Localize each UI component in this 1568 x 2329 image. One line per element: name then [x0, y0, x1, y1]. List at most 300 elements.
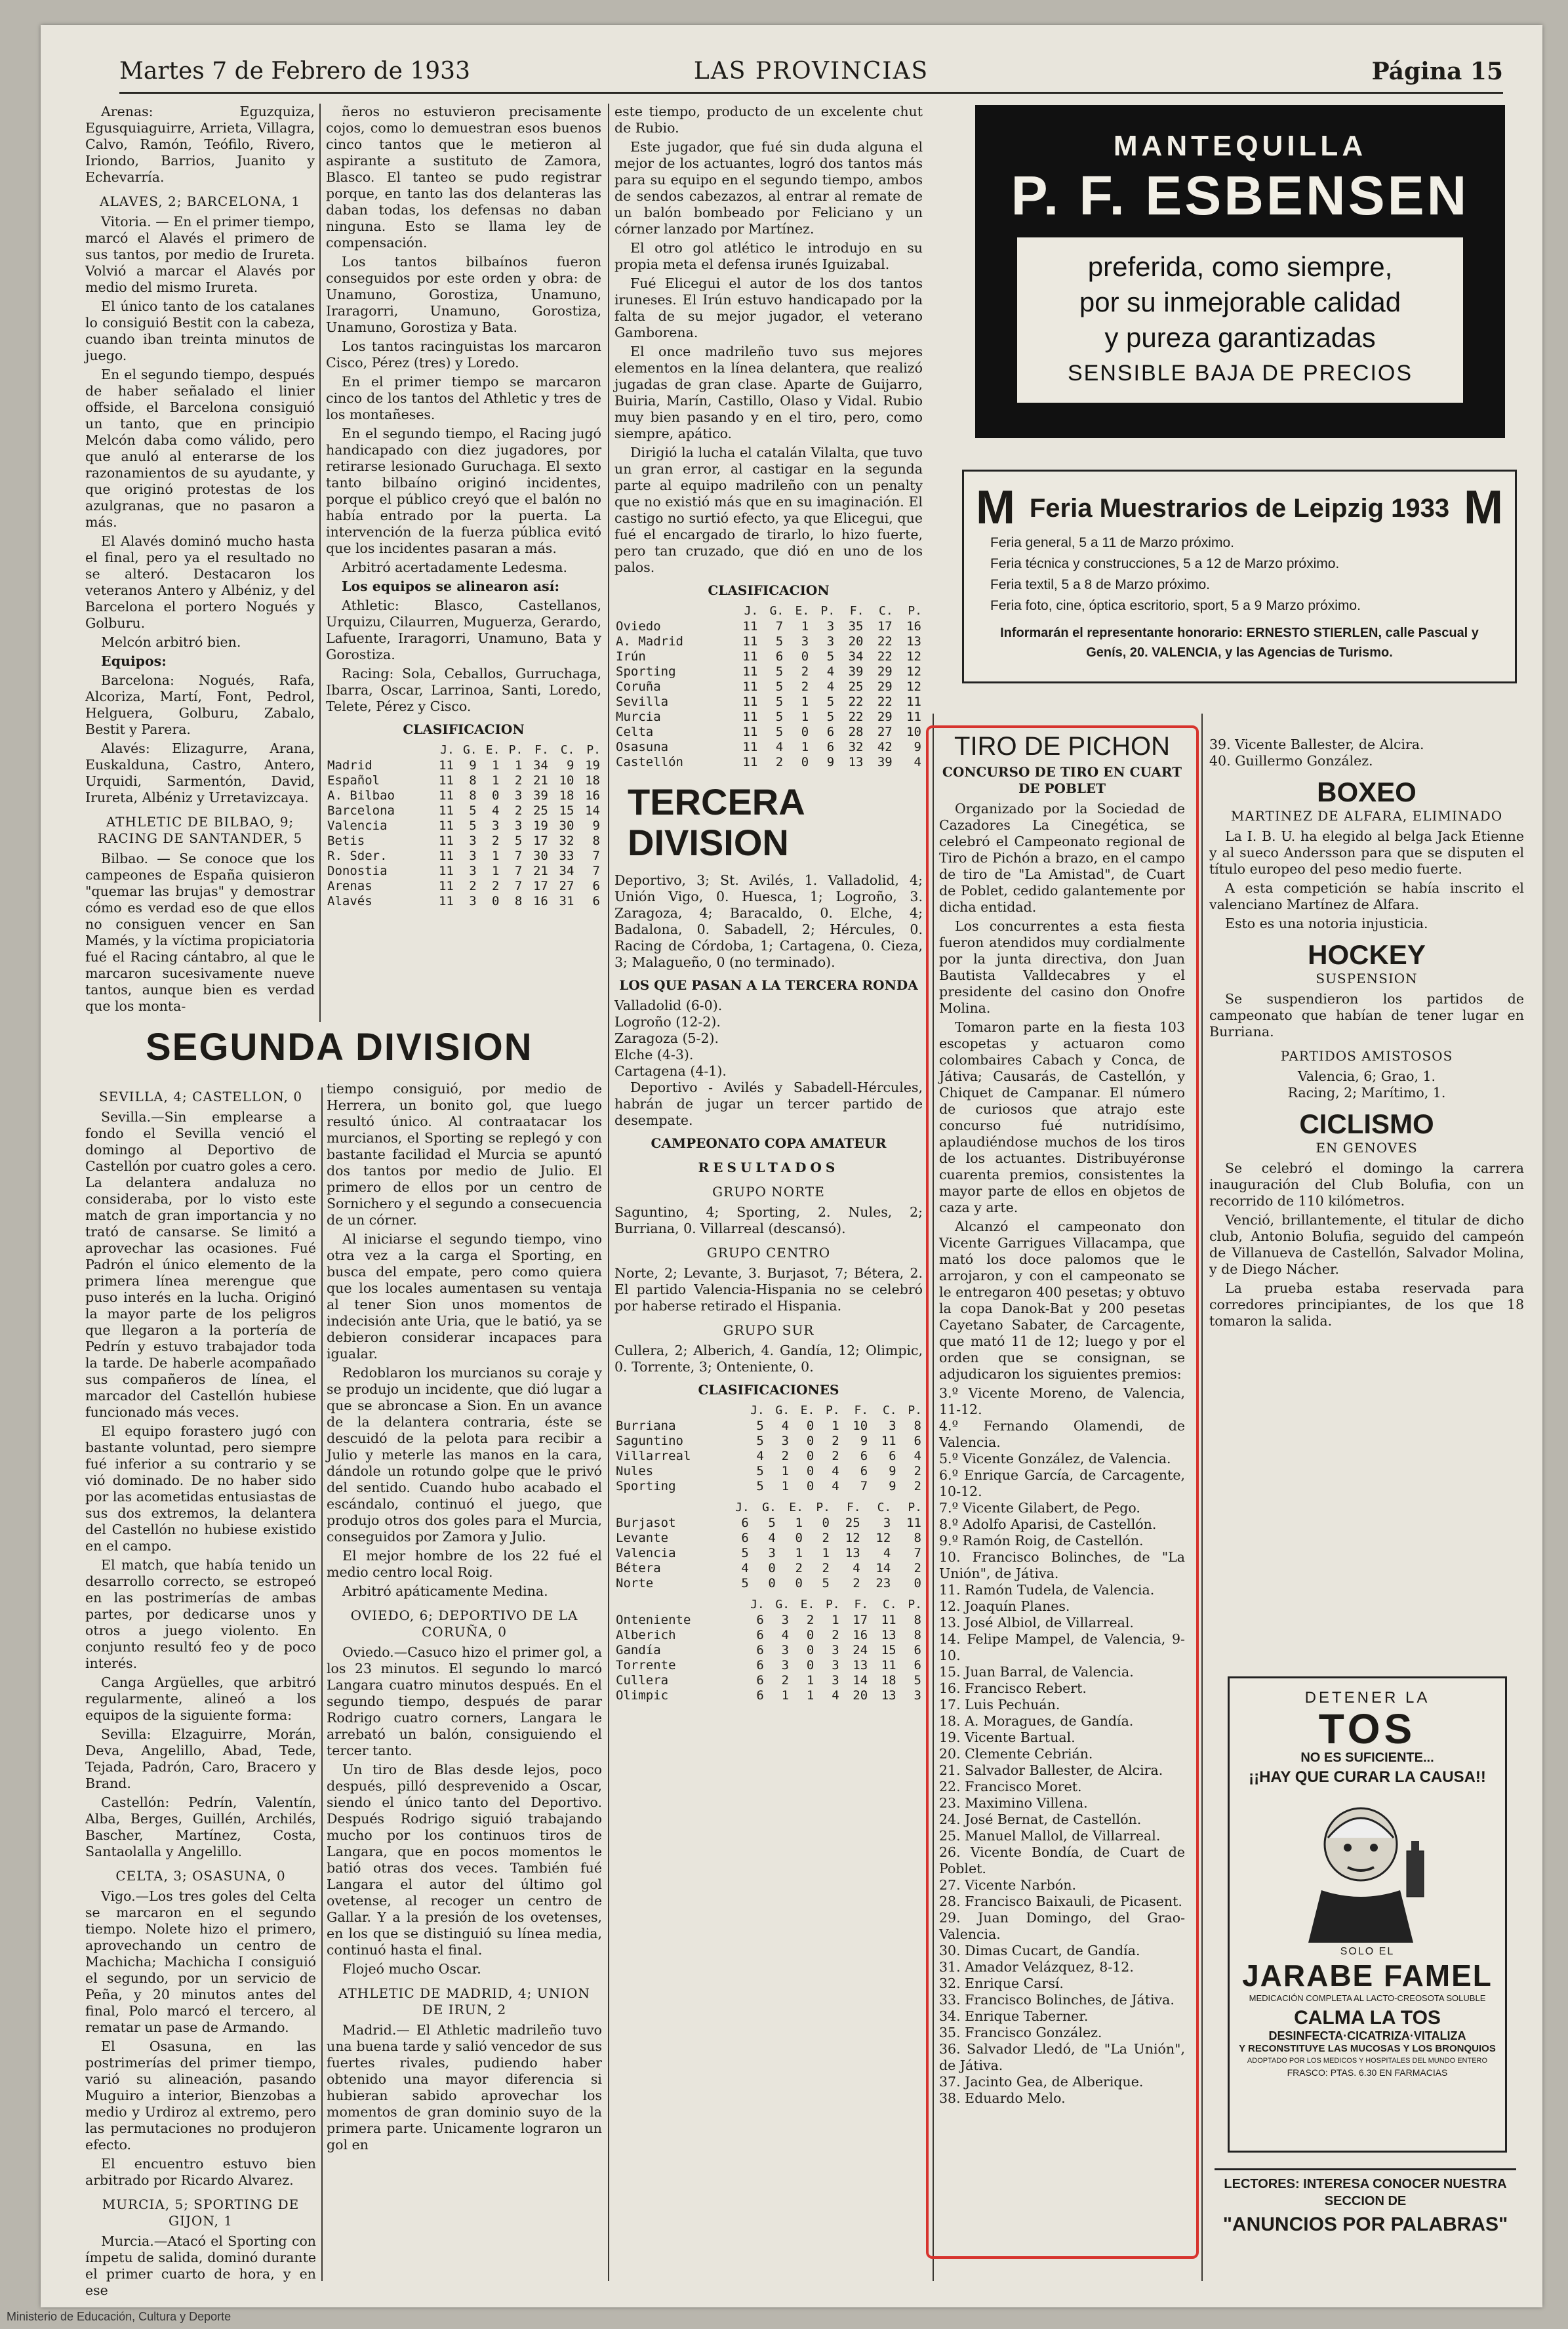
- paragraph: A esta competición se había inscrito el valenciano Martínez de Alfara.: [1209, 880, 1524, 912]
- stat-cell: 5: [775, 710, 784, 724]
- stat-cell: 5: [756, 1464, 764, 1478]
- headline-alaves-barcelona: ALAVES, 2; BARCELONA, 1: [100, 193, 300, 209]
- stat-cell: 7: [592, 849, 600, 863]
- doctor-portrait-icon: [1282, 1792, 1453, 1943]
- table-row: [614, 1576, 923, 1591]
- list-item: 5.º Vicente González, de Valencia.: [939, 1451, 1171, 1467]
- list-item: 21. Salvador Ballester, de Alcira.: [939, 1762, 1163, 1778]
- stat-cell: 4: [883, 1546, 891, 1560]
- stat-cell: 11: [438, 834, 454, 848]
- paragraph: Dirigió la lucha el catalán Vilalta, que tuvo un gran error, al castigar en la segunda parte al equipo madrileño con un penalty que no existió más que en su imaginación. El castigo no surtió efecto, ya que Elicegui, que fué el encargado de tirarlo, lo hizo fuerte, pero tan cruzado, que dió en uno de los palos.: [614, 445, 923, 575]
- stat-cell: 1: [801, 619, 809, 634]
- table-row: [614, 1546, 923, 1561]
- stat-cell: 3: [826, 619, 835, 634]
- stat-cell: 0: [806, 1479, 814, 1493]
- stat-cell: 7: [914, 1546, 921, 1560]
- stat-cell: 7: [514, 879, 523, 893]
- paragraph: Bilbao. — Se conoce que los campeones de España quisieron "quemar las brujas" y demostrar cómo es verdad eso de que ellos no consiguen vencer en San Mamés, y la víctima propiciatoria fué el Racing cántabro, al que le marcaron sucesivamente nueve tantos, aunque bien es verdad que los monta-: [85, 851, 315, 1014]
- ad-tos-solo: SOLO EL: [1340, 1946, 1395, 1957]
- newspaper-page: [41, 25, 1542, 2307]
- stat-cell: 2: [914, 1479, 921, 1493]
- list-item: 8.º Adolfo Aparisi, de Castellón.: [939, 1516, 1157, 1532]
- stat-cell: 5: [756, 1419, 764, 1433]
- paragraph: Athletic: Blasco, Castellanos, Urquizu, Cilaurren, Muguerza, Gerardo, Lafuente, Iraragorri, Unamuno, Bata y Gorostiza.: [326, 597, 601, 662]
- list-item: 12. Joaquín Planes.: [939, 1598, 1070, 1614]
- team-name: Alberich: [616, 1628, 676, 1642]
- stat-cell: 34: [533, 758, 548, 773]
- ad-tos-brand: JARABE FAMEL: [1242, 1958, 1493, 1993]
- table-row: [614, 1613, 923, 1628]
- stat-cell: 0: [492, 894, 500, 908]
- stat-cell: 0: [806, 1434, 814, 1448]
- team-name: Valencia: [327, 819, 388, 833]
- stat-cell: 1: [492, 758, 500, 773]
- column-primera-1: [85, 104, 315, 1015]
- team-name: Gandía: [616, 1643, 661, 1657]
- stat-cell: 4: [832, 1688, 839, 1703]
- stat-cell: 5: [775, 664, 784, 679]
- paragraph: ñeros no estuvieron precisamente cojos, como lo demuestran esos buenos cinco tantos que le metieron al aspirante a sustituto de Zamora, Blasco. El tanteo se pudo registrar porque, en tanto las dos delanteras las daban todas, los defensas no daban ninguna. Esto se llama ley de compensación.: [326, 104, 601, 251]
- stat-cell: 22: [877, 695, 893, 709]
- stat-cell: 9: [889, 1479, 896, 1493]
- stat-cell: 7: [592, 864, 600, 878]
- amistosos-heading: PARTIDOS AMISTOSOS: [1280, 1048, 1453, 1064]
- table-row: [326, 864, 601, 879]
- paragraph: Al iniciarse el segundo tiempo, vino otra vez a la carga el Sporting, en busca del empate, pero como quiera que los locales aumentasen su ventaja al tener Sion unos momentos de indecisión ante Uria, que le batió, ya se debieron considerar incapaces para igualar.: [327, 1231, 602, 1362]
- list-item: 28. Francisco Baixauli, de Picasent.: [939, 1894, 1182, 1909]
- team-name: Osasuna: [616, 740, 669, 754]
- stat-cell: 30: [559, 819, 574, 833]
- stat-cell: 2: [822, 1561, 830, 1575]
- paragraph: En el segundo tiempo, después de haber señalado el linier offside, el Barcelona consiguió un tanto, que en principio Melcón daba como válido, pero que anuló al enterarse de los razonamientos de su ayudante, y que originó protestas de los azulgranas, que no pasaron a más.: [85, 367, 315, 530]
- list-item: 26. Vicente Bondía, de Cuart de Poblet.: [939, 1844, 1185, 1876]
- team-name: R. Sder.: [327, 849, 388, 863]
- paragraph: El otro gol atlético le introdujo en su propia meta el defensa irunés Iguizabal.: [614, 240, 923, 272]
- stat-cell: 2: [795, 1561, 803, 1575]
- stat-cell: 1: [781, 1688, 790, 1703]
- list-item: Valencia, 6; Grao, 1.: [1297, 1068, 1436, 1084]
- stat-cell: 3: [883, 1516, 891, 1530]
- stat-cell: 12: [906, 664, 921, 679]
- stat-cell: 3: [469, 864, 477, 878]
- stat-cell: 11: [881, 1434, 896, 1448]
- stat-cell: 0: [801, 755, 809, 769]
- stat-cell: 13: [853, 1658, 868, 1672]
- column-tiro-pichon: [939, 733, 1185, 2242]
- table-row: [614, 1561, 923, 1576]
- table-row: [614, 755, 923, 770]
- team-name: Saguntino: [616, 1434, 683, 1448]
- stat-cell: 10: [853, 1419, 868, 1433]
- list-item: 34. Enrique Taberner.: [939, 2008, 1089, 2024]
- team-name: Castellón: [616, 755, 683, 769]
- stat-cell: 21: [533, 773, 548, 788]
- paragraph: Los concurrentes a esta fiesta fueron atendidos muy cordialmente por la junta directiva, don Juan Bautista Valldecabres y el presidente del casino don Onofre Molina.: [939, 918, 1185, 1016]
- list-item: 32. Enrique Carsí.: [939, 1975, 1064, 1991]
- stat-cell: 0: [492, 788, 500, 803]
- paragraph: Melcón arbitró bien.: [101, 634, 241, 650]
- team-name: Sporting: [616, 1479, 676, 1493]
- tercera-results: Deportivo, 3; St. Avilés, 1. Valladolid, 4; Unión Vigo, 0. Huesca, 1; Logroño, 3. Zaragoza, 4; Baracaldo, 0. Elche, 4; Badalona, 0. Sabadell, 2; Hércules, 0. Racing de Córdoba, 1; Cartagena, 0. Cieza, 3; Malagueño, 0 (no terminado).: [614, 872, 923, 970]
- table-header-row: J. G. E. P. F. C. P.: [735, 1501, 922, 1514]
- ad-feria-title: Feria Muestrarios de Leipzig 1933: [1029, 494, 1450, 523]
- lectores-notice: [1215, 2168, 1516, 2236]
- ad-feria-line: Feria foto, cine, óptica escritorio, sport, 5 a 9 Marzo próximo.: [990, 598, 1361, 613]
- stat-cell: 5: [826, 710, 835, 724]
- stat-cell: 6: [860, 1449, 868, 1463]
- stat-cell: 12: [906, 679, 921, 694]
- stat-cell: 14: [875, 1561, 891, 1575]
- stat-cell: 17: [533, 879, 548, 893]
- stat-cell: 13: [881, 1628, 896, 1642]
- stat-cell: 32: [559, 834, 574, 848]
- stat-cell: 2: [514, 773, 523, 788]
- stat-cell: 3: [832, 1643, 839, 1657]
- segunda-division-heading: SEGUNDA DIVISION: [146, 1026, 533, 1068]
- stat-cell: 11: [742, 725, 758, 739]
- stat-cell: 5: [775, 725, 784, 739]
- stat-cell: 1: [801, 740, 809, 754]
- stat-cell: 8: [514, 894, 523, 908]
- tiro-prize-list: [939, 1385, 1185, 2107]
- stat-cell: 8: [469, 788, 477, 803]
- table-row: [614, 740, 923, 755]
- stat-cell: 12: [875, 1531, 891, 1545]
- table-row: [326, 849, 601, 864]
- clasificacion-heading: CLASIFICACION: [403, 721, 525, 737]
- stat-cell: 2: [822, 1531, 830, 1545]
- list-item: 13. José Albiol, de Villarreal.: [939, 1615, 1134, 1630]
- stat-cell: 3: [492, 819, 500, 833]
- stat-cell: 3: [914, 1688, 921, 1703]
- table-row: [614, 695, 923, 710]
- stat-cell: 3: [801, 634, 809, 649]
- stat-cell: 6: [756, 1658, 764, 1672]
- stat-cell: 6: [741, 1516, 749, 1530]
- stat-cell: 18: [585, 773, 600, 788]
- tiro-prize-list-continued: [1209, 737, 1524, 769]
- ad-tos-word: TOS: [1318, 1705, 1417, 1752]
- table-row: [326, 803, 601, 819]
- stat-cell: 1: [806, 1688, 814, 1703]
- list-item: 25. Manuel Mallol, de Villarreal.: [939, 1828, 1161, 1844]
- stat-cell: 16: [853, 1628, 868, 1642]
- table-row: [614, 725, 923, 740]
- paragraph: Venció, brillantemente, el titular de dicho club, Antonio Bolufia, seguido del campeón de Villanueva de Castellón, Salvador Molina, y de Diego Nácher.: [1209, 1212, 1524, 1277]
- table-row: [614, 1643, 923, 1658]
- stat-cell: 16: [906, 619, 921, 634]
- paragraph: este tiempo, producto de un excelente chut de Rubio.: [614, 104, 923, 136]
- stat-cell: 1: [801, 710, 809, 724]
- list-item: 3.º Vicente Moreno, de Valencia, 11-12.: [939, 1385, 1185, 1417]
- stat-cell: 13: [906, 634, 921, 649]
- team-name: Torrente: [616, 1658, 676, 1672]
- stat-cell: 0: [822, 1516, 830, 1530]
- table-row: [614, 1449, 923, 1464]
- stat-cell: 9: [860, 1434, 868, 1448]
- column-rule: [319, 104, 321, 1022]
- list-item: Logroño (12-2).: [614, 1014, 721, 1030]
- list-item: 29. Juan Domingo, del Grao-Valencia.: [939, 1910, 1185, 1942]
- stat-cell: 27: [559, 879, 574, 893]
- stat-cell: 3: [781, 1613, 790, 1627]
- leipzig-m-logo-icon: M: [1464, 481, 1503, 534]
- ad-tos-calma: CALMA LA TOS: [1294, 2007, 1441, 2029]
- headline-oviedo-deportivo: OVIEDO, 6; DEPORTIVO DE LA CORUÑA, 0: [350, 1608, 578, 1640]
- list-item: 9.º Ramón Roig, de Castellón.: [939, 1533, 1144, 1549]
- stat-cell: 6: [889, 1449, 896, 1463]
- table-row: [614, 1688, 923, 1703]
- stat-cell: 2: [469, 879, 477, 893]
- team-name: Onteniente: [616, 1613, 691, 1627]
- pasan-list: [614, 998, 923, 1080]
- table-row: [326, 819, 601, 834]
- stat-cell: 27: [877, 725, 893, 739]
- list-item: 33. Francisco Bolinches, de Játiva.: [939, 1992, 1175, 2008]
- clasificacion-centro: [614, 1499, 923, 1591]
- masthead-title: LAS PROVINCIAS: [693, 58, 929, 85]
- stat-cell: 5: [826, 695, 835, 709]
- team-name: A. Madrid: [616, 634, 683, 649]
- stat-cell: 39: [877, 755, 893, 769]
- ad-line: preferida, como siempre,: [1087, 251, 1393, 282]
- column-primera-2: [326, 104, 601, 1022]
- stat-cell: 0: [801, 649, 809, 664]
- archive-footer: Ministerio de Educación, Cultura y Deporte: [7, 2310, 231, 2323]
- stat-cell: 11: [742, 664, 758, 679]
- stat-cell: 4: [492, 803, 500, 818]
- list-item: Zaragoza (5-2).: [614, 1030, 719, 1046]
- stat-cell: 5: [775, 634, 784, 649]
- stat-cell: 12: [906, 649, 921, 664]
- stat-cell: 18: [881, 1673, 896, 1688]
- ad-line: SENSIBLE BAJA DE PRECIOS: [1067, 361, 1413, 386]
- paragraph: El Osasuna, en las postrimerías del primer tiempo, varió su alineación, pasando Muguiro a interior, Bienzobas a medio y Urdiroz al extremo, pero las permutaciones no produjeron efecto.: [85, 2038, 316, 2153]
- tercera-division-heading: TERCERA DIVISION: [628, 781, 805, 863]
- stat-cell: 1: [822, 1546, 830, 1560]
- list-item: 24. José Bernat, de Castellón.: [939, 1812, 1142, 1827]
- stat-cell: 8: [469, 773, 477, 788]
- list-item: 35. Francisco González.: [939, 2025, 1102, 2040]
- paragraph: En el primer tiempo se marcaron cinco de los tantos del Athletic y tres de los montañeses.: [326, 374, 601, 422]
- team-name: A. Bilbao: [327, 788, 395, 803]
- stat-cell: 4: [832, 1464, 839, 1478]
- table-row: [614, 619, 923, 634]
- stat-cell: 2: [801, 664, 809, 679]
- resultados-heading: RESULTADOS: [698, 1160, 839, 1175]
- stat-cell: 23: [875, 1576, 891, 1590]
- stat-cell: 11: [438, 758, 454, 773]
- table-row: [614, 1479, 923, 1494]
- headline-murcia-sporting: MURCIA, 5; SPORTING DE GIJON, 1: [102, 2197, 300, 2229]
- stat-cell: 17: [877, 619, 893, 634]
- ad-line: por su inmejorable calidad: [1079, 287, 1401, 317]
- grupo-sur-results: Cullera, 2; Alberich, 4. Gandía, 12; Olimpic, 0. Torrente, 3; Onteniente, 0.: [614, 1343, 923, 1375]
- stat-cell: 13: [845, 1546, 860, 1560]
- stat-cell: 4: [826, 679, 835, 694]
- stat-cell: 8: [914, 1628, 921, 1642]
- masthead: [119, 52, 1503, 94]
- paragraph: Este jugador, que fué sin duda alguna el mejor de los actuantes, logró dos tantos más para su equipo en el segundo tiempo, ambos de sendos cabezazos, al entrar al remate de un balón bombeado por Feliciano y un córner lanzado por Martínez.: [614, 139, 923, 237]
- anuncios-por-palabras: "ANUNCIOS POR PALABRAS": [1222, 2214, 1508, 2235]
- list-item: 4.º Fernando Olamendi, de Valencia.: [939, 1418, 1185, 1450]
- table-header-row: J. G. E. P. F. C. P.: [744, 604, 922, 618]
- paragraph: Racing: Sola, Ceballos, Gurruchaga, Ibarra, Oscar, Larrinoa, Santi, Loredo, Telete, Pérez y Cisco.: [326, 666, 601, 714]
- paragraph: Redoblaron los murcianos su coraje y se produjo un incidente, que dió lugar a que se abroncase a Sion. En un avance de la delantera contraria, éste se descuidó de la pelota para recibir a Julio y meterle las manos en la cara, dándole un rotundo golpe que le privó del sentido. Cuando hubo acabado el escándalo, continuó el juego, que produjo otros dos goles para el Murcia, conseguidos por Zamora y Julio.: [327, 1365, 602, 1545]
- ad-feria-line: Feria textil, 5 a 8 de Marzo próximo.: [990, 577, 1210, 592]
- table-row: [614, 1434, 923, 1449]
- stat-cell: 34: [559, 864, 574, 878]
- list-item: 37. Jacinto Gea, de Alberique.: [939, 2074, 1144, 2090]
- clasificacion-segunda: [614, 603, 923, 770]
- stat-cell: 6: [914, 1643, 921, 1657]
- ad-tos-line: DETENER LA: [1304, 1689, 1430, 1707]
- list-item: 14. Felipe Mampel, de Valencia, 9-10.: [939, 1631, 1185, 1663]
- stat-cell: 4: [914, 755, 921, 769]
- stat-cell: 4: [741, 1561, 749, 1575]
- stat-cell: 5: [514, 834, 523, 848]
- list-item: Cartagena (4-1).: [614, 1063, 727, 1079]
- stat-cell: 4: [781, 1419, 790, 1433]
- stat-cell: 11: [742, 695, 758, 709]
- masthead-page-number: Página 15: [1371, 58, 1503, 85]
- paragraph: Equipos:: [101, 653, 167, 669]
- ad-mantequilla-body: [1017, 237, 1463, 403]
- paragraph: El match, que había tenido un desarrollo correcto, se estropeó en las postrimerías de ambas partes, por dedicarse unos y otros a juego violento. En conjunto resultó feo y de poco interés.: [85, 1557, 316, 1671]
- list-item: 10. Francisco Bolinches, de "La Unión", de Játiva.: [939, 1549, 1185, 1581]
- stat-cell: 17: [853, 1613, 868, 1627]
- clasificaciones-heading: CLASIFICACIONES: [698, 1382, 839, 1398]
- stat-cell: 6: [826, 740, 835, 754]
- stat-cell: 11: [438, 864, 454, 878]
- ad-tos-line: DESINFECTA·CICATRIZA·VITALIZA: [1268, 2029, 1466, 2042]
- clasificacion-sur: [614, 1596, 923, 1703]
- stat-cell: 4: [826, 664, 835, 679]
- team-name: Valencia: [616, 1546, 676, 1560]
- table-row: [326, 758, 601, 773]
- grupo-sur-heading: GRUPO SUR: [723, 1322, 814, 1338]
- ad-tos-line: ADOPTADO POR LOS MEDICOS Y HOSPITALES DEL MUNDO ENTERO: [1247, 2057, 1488, 2065]
- ad-feria-info: Informarán el representante honorario: ERNESTO STIERLEN, calle Pascual y Genís, 20. VALENCIA, y las Agencias de Turismo.: [1000, 626, 1479, 660]
- paragraph: El encuentro estuvo bien arbitrado por Ricardo Alvarez.: [85, 2156, 316, 2188]
- stat-cell: 7: [860, 1479, 868, 1493]
- list-item: 22. Francisco Moret.: [939, 1779, 1082, 1794]
- stat-cell: 11: [742, 755, 758, 769]
- table-header-row: J. G. E. P. F. C. P.: [750, 1404, 922, 1417]
- paragraph: El once madrileño tuvo sus mejores elementos en la línea delantera, que realizó jugadas de gran clase. Aparte de Guijarro, Buiria, Marín, Castillo, Olaso y Vidal. Rubio muy bien pasando y en el tiro, pero, como siempre, apático.: [614, 344, 923, 441]
- list-item: 27. Vicente Narbón.: [939, 1877, 1076, 1893]
- stat-cell: 5: [775, 679, 784, 694]
- paragraph: Castellón: Pedrín, Valentín, Alba, Berges, Guillén, Archilés, Bascher, Martínez, Costa, Santaolalla y Angelillo.: [85, 1794, 316, 1859]
- stat-cell: 9: [826, 755, 835, 769]
- stat-cell: 5: [822, 1576, 830, 1590]
- team-name: Villarreal: [616, 1449, 691, 1463]
- column-rule: [321, 1087, 323, 2281]
- clasificacion-heading: CLASIFICACION: [708, 582, 830, 598]
- stat-cell: 29: [877, 679, 893, 694]
- stat-cell: 4: [914, 1449, 921, 1463]
- stat-cell: 4: [832, 1479, 839, 1493]
- stat-cell: 5: [469, 803, 477, 818]
- stat-cell: 8: [914, 1419, 921, 1433]
- ad-mantequilla-esbensen: [975, 105, 1505, 438]
- stat-cell: 6: [756, 1688, 764, 1703]
- table-row: [614, 1464, 923, 1479]
- stat-cell: 3: [832, 1673, 839, 1688]
- stat-cell: 0: [795, 1531, 803, 1545]
- stat-cell: 11: [906, 710, 921, 724]
- stat-cell: 0: [768, 1576, 776, 1590]
- ciclismo-heading: CICLISMO: [1299, 1108, 1434, 1139]
- stat-cell: 9: [469, 758, 477, 773]
- paragraph: Sevilla.—Sin emplearse a fondo el Sevilla venció el domingo al Deportivo de Castellón por cuatro goles a cero. La delantera andaluza no consideraba, por lo visto este match de gran importancia y no trató de cansarse. Se limitó a aprovechar las ocasiones. Fué Padrón el único elemento de la primera línea merengue que puso interés en la lucha. Originó la mayor parte de los peligros que llegaron a la portería de Pedrín y estuvo trabajador toda la tarde. De haberle acompañado sus compañeros de línea, el marcador del Castellón hubiese funcionado más veces.: [85, 1109, 316, 1420]
- stat-cell: 11: [881, 1658, 896, 1672]
- team-name: Norte: [616, 1576, 654, 1590]
- stat-cell: 1: [832, 1613, 839, 1627]
- stat-cell: 1: [801, 695, 809, 709]
- list-item: 30. Dimas Cucart, de Gandía.: [939, 1943, 1140, 1958]
- stat-cell: 20: [848, 634, 864, 649]
- stat-cell: 14: [853, 1673, 868, 1688]
- paragraph: Alcanzó el campeonato don Vicente Garrigues Villacampa, que mató los doce palomos que le arrojaron, y con el campeonato se le entregaron 400 pesetas; y obtuvo la copa Danok-Bat y 200 pesetas Cayetano Sabater, de Carcagente, que mató 11 de 12; luego y por el orden que se consignan, se adjudicaron los siguientes premios:: [939, 1219, 1185, 1382]
- stat-cell: 25: [848, 679, 864, 694]
- list-item: 38. Eduardo Melo.: [939, 2090, 1066, 2106]
- stat-cell: 1: [795, 1546, 803, 1560]
- stat-cell: 4: [756, 1449, 764, 1463]
- paragraph: Esto es una notoria injusticia.: [1225, 916, 1428, 931]
- martinez-headline: MARTINEZ DE ALFARA, ELIMINADO: [1230, 808, 1503, 824]
- stat-cell: 33: [559, 849, 574, 863]
- team-name: Burriana: [616, 1419, 676, 1433]
- stat-cell: 19: [585, 758, 600, 773]
- stat-cell: 9: [592, 819, 600, 833]
- paragraph: El equipo forastero jugó con bastante voluntad, pero siempre fué inferior a su contrario y se vió dominado. De no haber sido por las acometidas entusiastas de sus dos extremos, la delantera del Castellón no hubiese existido en el campo.: [85, 1423, 316, 1554]
- ad-feria-line: Feria técnica y construcciones, 5 a 12 de Marzo próximo.: [990, 556, 1340, 571]
- table-row: [614, 679, 923, 695]
- list-item: 20. Clemente Cebrián.: [939, 1746, 1093, 1762]
- stat-cell: 11: [438, 803, 454, 818]
- team-name: Sporting: [616, 664, 676, 679]
- pasan-note: Deportivo - Avilés y Sabadell-Hércules, habrán de jugar un tercer partido de desempate.: [614, 1080, 923, 1128]
- table-row: [326, 773, 601, 788]
- stat-cell: 5: [914, 1673, 921, 1688]
- tiro-subtitle: CONCURSO DE TIRO EN CUART DE POBLET: [942, 764, 1182, 796]
- stat-cell: 0: [806, 1464, 814, 1478]
- ad-tos-line: MEDICACIÓN COMPLETA AL LACTO-CREOSOTA SOLUBLE: [1249, 1993, 1486, 2003]
- stat-cell: 2: [832, 1628, 839, 1642]
- stat-cell: 2: [806, 1613, 814, 1627]
- stat-cell: 0: [806, 1419, 814, 1433]
- stat-cell: 6: [914, 1658, 921, 1672]
- stat-cell: 6: [741, 1531, 749, 1545]
- list-item: 19. Vicente Bartual.: [939, 1730, 1075, 1745]
- table-header-row: J. G. E. P. F. C. P.: [440, 743, 601, 757]
- stat-cell: 11: [742, 740, 758, 754]
- stat-cell: 0: [806, 1628, 814, 1642]
- stat-cell: 13: [848, 755, 864, 769]
- headline-athletic-racing: ATHLETIC DE BILBAO, 9; RACING DE SANTANDER, 5: [97, 814, 303, 846]
- stat-cell: 3: [514, 788, 523, 803]
- ad-tos-line: Y RECONSTITUYE LAS MUCOSAS Y LOS BRONQUIOS: [1239, 2043, 1496, 2054]
- stat-cell: 11: [438, 773, 454, 788]
- stat-cell: 22: [877, 634, 893, 649]
- paragraph: El Alavés dominó mucho hasta el final, pero ya el resultado no se alteró. Destacaron los veteranos Antero y Albéniz, y del Barcelona el portero Nogués y Golburu.: [85, 533, 315, 631]
- stat-cell: 28: [848, 725, 864, 739]
- genoves-heading: EN GENOVES: [1316, 1140, 1418, 1156]
- paragraph: Murcia.—Atacó el Sporting con ímpetu de salida, dominó durante el primer cuarto de hora, y en ese: [85, 2233, 316, 2298]
- stat-cell: 2: [914, 1464, 921, 1478]
- stat-cell: 1: [514, 758, 523, 773]
